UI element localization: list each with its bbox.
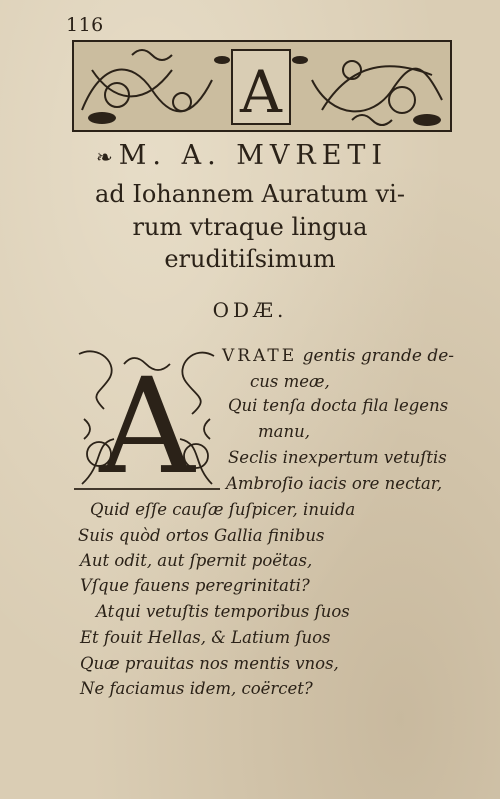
verse-1-rest: gentis grande de- bbox=[302, 346, 455, 366]
verse-line: Atqui vetuſtis temporibus ſuos bbox=[96, 602, 350, 621]
verse-line-1 bbox=[222, 346, 454, 366]
verse-line: Vſque fauens peregrinitati? bbox=[80, 576, 310, 595]
verse-line: Aut odit, aut ſpernit poëtas, bbox=[80, 551, 313, 570]
verse-line: Seclis inexpertum vetuſtis bbox=[228, 448, 447, 467]
verse-line: cus meæ, bbox=[250, 372, 330, 391]
decorated-initial bbox=[74, 344, 220, 494]
page-number: 116 bbox=[66, 14, 104, 36]
verse-line: Quid eſſe cauſæ ſuſpicer, inuida bbox=[90, 500, 356, 519]
verse-line: Et fouit Hellas, & Latium ſuos bbox=[80, 628, 331, 647]
dedication-line-3: eruditiſsimum bbox=[164, 245, 336, 273]
verse-line: Quæ prauitas nos mentis vnos, bbox=[80, 654, 339, 673]
initial-letter: A bbox=[99, 350, 195, 494]
woodcut-headpiece bbox=[72, 40, 452, 132]
fleuron-icon: ❧ bbox=[96, 145, 113, 169]
author-title bbox=[96, 140, 456, 171]
verse-line: manu, bbox=[258, 422, 310, 441]
verse-line: Qui tenſa docta fila legens bbox=[228, 396, 449, 415]
dedication-line-2: rum vtraque lingua bbox=[132, 213, 368, 241]
author-name: M. A. MVRETI bbox=[118, 140, 389, 171]
poem-heading: ODÆ. bbox=[212, 298, 288, 322]
verse-line: Suis quòd ortos Gallia finibus bbox=[78, 526, 325, 545]
verse-line: Ambroſio iacis ore nectar, bbox=[226, 474, 443, 493]
headpiece-monogram: A bbox=[240, 58, 282, 126]
verse-1-capitals: VRATE bbox=[222, 346, 298, 366]
verse-line: Ne faciamus idem, coërcet? bbox=[80, 679, 313, 698]
dedication-line-1: ad Iohannem Auratum vi- bbox=[95, 180, 405, 208]
